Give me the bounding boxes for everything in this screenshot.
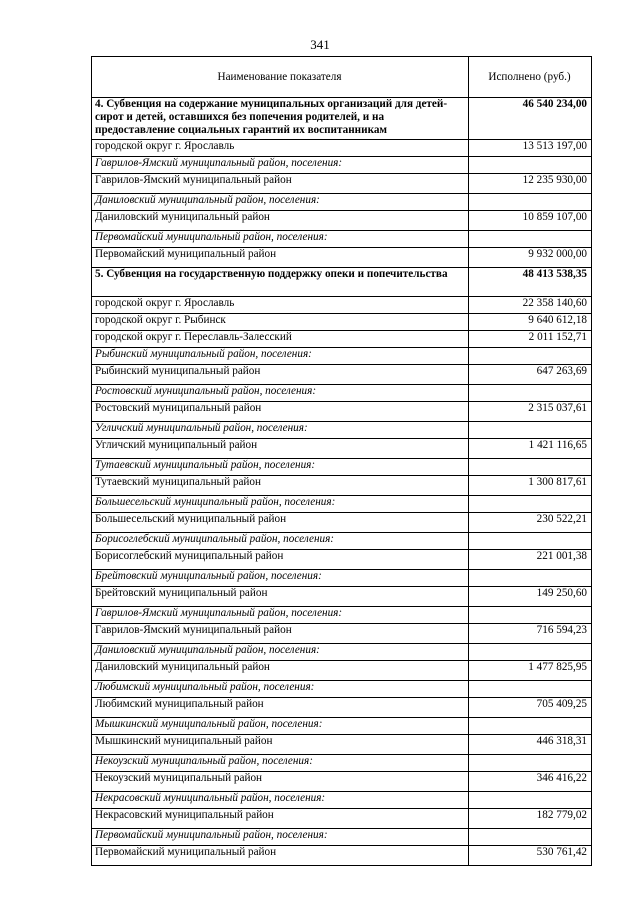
row-name: Даниловский муниципальный район, поселения: bbox=[92, 194, 469, 211]
row-name: Некрасовский муниципальный район bbox=[92, 809, 469, 829]
row-value bbox=[469, 644, 592, 661]
row-name: Угличский муниципальный район, поселения: bbox=[92, 422, 469, 439]
table-row bbox=[92, 331, 592, 348]
subheading-row bbox=[92, 829, 592, 846]
table-row bbox=[92, 439, 592, 459]
row-name: Брейтовский муниципальный район, поселения: bbox=[92, 570, 469, 587]
row-name: 5. Субвенция на государственную поддержку опеки и попечительства bbox=[92, 268, 469, 297]
row-value bbox=[469, 385, 592, 402]
row-value: 22 358 140,60 bbox=[469, 297, 592, 314]
table-row bbox=[92, 248, 592, 268]
subheading-row bbox=[92, 792, 592, 809]
row-name: Любимский муниципальный район, поселения: bbox=[92, 681, 469, 698]
row-name: Рыбинский муниципальный район, поселения: bbox=[92, 348, 469, 365]
row-value bbox=[469, 792, 592, 809]
row-name: Ростовский муниципальный район, поселения: bbox=[92, 385, 469, 402]
row-value bbox=[469, 570, 592, 587]
row-value bbox=[469, 755, 592, 772]
row-name: Первомайский муниципальный район, поселения: bbox=[92, 829, 469, 846]
table-row bbox=[92, 402, 592, 422]
row-value: 182 779,02 bbox=[469, 809, 592, 829]
table-header-row bbox=[92, 57, 592, 98]
row-name: Первомайский муниципальный район, поселения: bbox=[92, 231, 469, 248]
subheading-row bbox=[92, 755, 592, 772]
table-row bbox=[92, 365, 592, 385]
row-name: городской округ г. Рыбинск bbox=[92, 314, 469, 331]
row-name: Ростовский муниципальный район bbox=[92, 402, 469, 422]
row-value: 446 318,31 bbox=[469, 735, 592, 755]
row-name: Некрасовский муниципальный район, поселения: bbox=[92, 792, 469, 809]
subheading-row bbox=[92, 681, 592, 698]
row-value: 716 594,23 bbox=[469, 624, 592, 644]
table-row bbox=[92, 476, 592, 496]
row-name: Некоузский муниципальный район, поселения: bbox=[92, 755, 469, 772]
row-name: Гаврилов-Ямский муниципальный район bbox=[92, 624, 469, 644]
row-name: Гаврилов-Ямский муниципальный район, поселения: bbox=[92, 157, 469, 174]
row-value: 530 761,42 bbox=[469, 846, 592, 866]
row-name: Первомайский муниципальный район bbox=[92, 846, 469, 866]
row-value: 221 001,38 bbox=[469, 550, 592, 570]
subheading-row bbox=[92, 194, 592, 211]
row-value bbox=[469, 607, 592, 624]
row-value bbox=[469, 157, 592, 174]
subheading-row bbox=[92, 607, 592, 624]
column-header-value: Исполнено (руб.) bbox=[469, 57, 592, 98]
row-value: 46 540 234,00 bbox=[469, 98, 592, 140]
row-name: Любимский муниципальный район bbox=[92, 698, 469, 718]
row-name: 4. Субвенция на содержание муниципальных организаций для детей-сирот и детей, оставшихся без попечения родителей, и на предоставление социальных гарантий их воспитанникам bbox=[92, 98, 469, 140]
row-name: городской округ г. Ярославль bbox=[92, 297, 469, 314]
row-name: Мышкинский муниципальный район, поселения: bbox=[92, 718, 469, 735]
subheading-row bbox=[92, 570, 592, 587]
row-value bbox=[469, 718, 592, 735]
subheading-row bbox=[92, 644, 592, 661]
section-row bbox=[92, 98, 592, 140]
row-name: Брейтовский муниципальный район bbox=[92, 587, 469, 607]
report-table bbox=[91, 56, 592, 866]
table-row bbox=[92, 587, 592, 607]
row-value: 149 250,60 bbox=[469, 587, 592, 607]
row-value: 346 416,22 bbox=[469, 772, 592, 792]
row-value: 48 413 538,35 bbox=[469, 268, 592, 297]
subheading-row bbox=[92, 157, 592, 174]
table-row bbox=[92, 661, 592, 681]
row-name: Борисоглебский муниципальный район bbox=[92, 550, 469, 570]
subheading-row bbox=[92, 459, 592, 476]
row-value: 1 477 825,95 bbox=[469, 661, 592, 681]
row-name: Первомайский муниципальный район bbox=[92, 248, 469, 268]
table-row bbox=[92, 174, 592, 194]
table-row bbox=[92, 297, 592, 314]
row-value: 2 011 152,71 bbox=[469, 331, 592, 348]
row-name: Гаврилов-Ямский муниципальный район bbox=[92, 174, 469, 194]
row-name: Большесельский муниципальный район bbox=[92, 513, 469, 533]
table-row bbox=[92, 624, 592, 644]
row-value bbox=[469, 422, 592, 439]
section-row bbox=[92, 268, 592, 297]
row-value bbox=[469, 496, 592, 513]
row-name: Рыбинский муниципальный район bbox=[92, 365, 469, 385]
table-row bbox=[92, 513, 592, 533]
row-name: Мышкинский муниципальный район bbox=[92, 735, 469, 755]
row-value bbox=[469, 533, 592, 550]
table-body bbox=[92, 98, 592, 866]
row-value: 2 315 037,61 bbox=[469, 402, 592, 422]
subheading-row bbox=[92, 348, 592, 365]
row-name: Некоузский муниципальный район bbox=[92, 772, 469, 792]
page-number: 341 bbox=[310, 37, 330, 52]
row-name: городской округ г. Переславль-Залесский bbox=[92, 331, 469, 348]
row-value bbox=[469, 231, 592, 248]
table-row bbox=[92, 846, 592, 866]
table-row bbox=[92, 550, 592, 570]
row-value bbox=[469, 348, 592, 365]
subheading-row bbox=[92, 385, 592, 402]
row-value bbox=[469, 829, 592, 846]
row-name: Борисоглебский муниципальный район, поселения: bbox=[92, 533, 469, 550]
row-name: Тутаевский муниципальный район bbox=[92, 476, 469, 496]
table-row bbox=[92, 140, 592, 157]
row-name: Тутаевский муниципальный район, поселения: bbox=[92, 459, 469, 476]
row-name: Угличский муниципальный район bbox=[92, 439, 469, 459]
subheading-row bbox=[92, 231, 592, 248]
row-value: 1 300 817,61 bbox=[469, 476, 592, 496]
table-row bbox=[92, 314, 592, 331]
table-row bbox=[92, 772, 592, 792]
row-value: 9 640 612,18 bbox=[469, 314, 592, 331]
row-value bbox=[469, 459, 592, 476]
row-value: 705 409,25 bbox=[469, 698, 592, 718]
row-value: 10 859 107,00 bbox=[469, 211, 592, 231]
row-value: 12 235 930,00 bbox=[469, 174, 592, 194]
row-name: городской округ г. Ярославль bbox=[92, 140, 469, 157]
table-row bbox=[92, 211, 592, 231]
row-name: Даниловский муниципальный район, поселения: bbox=[92, 644, 469, 661]
row-value: 13 513 197,00 bbox=[469, 140, 592, 157]
row-name: Даниловский муниципальный район bbox=[92, 661, 469, 681]
table-row bbox=[92, 735, 592, 755]
row-name: Даниловский муниципальный район bbox=[92, 211, 469, 231]
subheading-row bbox=[92, 422, 592, 439]
row-value: 230 522,21 bbox=[469, 513, 592, 533]
subheading-row bbox=[92, 718, 592, 735]
row-value: 1 421 116,65 bbox=[469, 439, 592, 459]
row-value: 9 932 000,00 bbox=[469, 248, 592, 268]
column-header-name: Наименование показателя bbox=[92, 57, 469, 98]
row-value: 647 263,69 bbox=[469, 365, 592, 385]
row-value bbox=[469, 194, 592, 211]
table-row bbox=[92, 698, 592, 718]
row-name: Большесельский муниципальный район, поселения: bbox=[92, 496, 469, 513]
row-name: Гаврилов-Ямский муниципальный район, поселения: bbox=[92, 607, 469, 624]
row-value bbox=[469, 681, 592, 698]
subheading-row bbox=[92, 533, 592, 550]
table-row bbox=[92, 809, 592, 829]
subheading-row bbox=[92, 496, 592, 513]
